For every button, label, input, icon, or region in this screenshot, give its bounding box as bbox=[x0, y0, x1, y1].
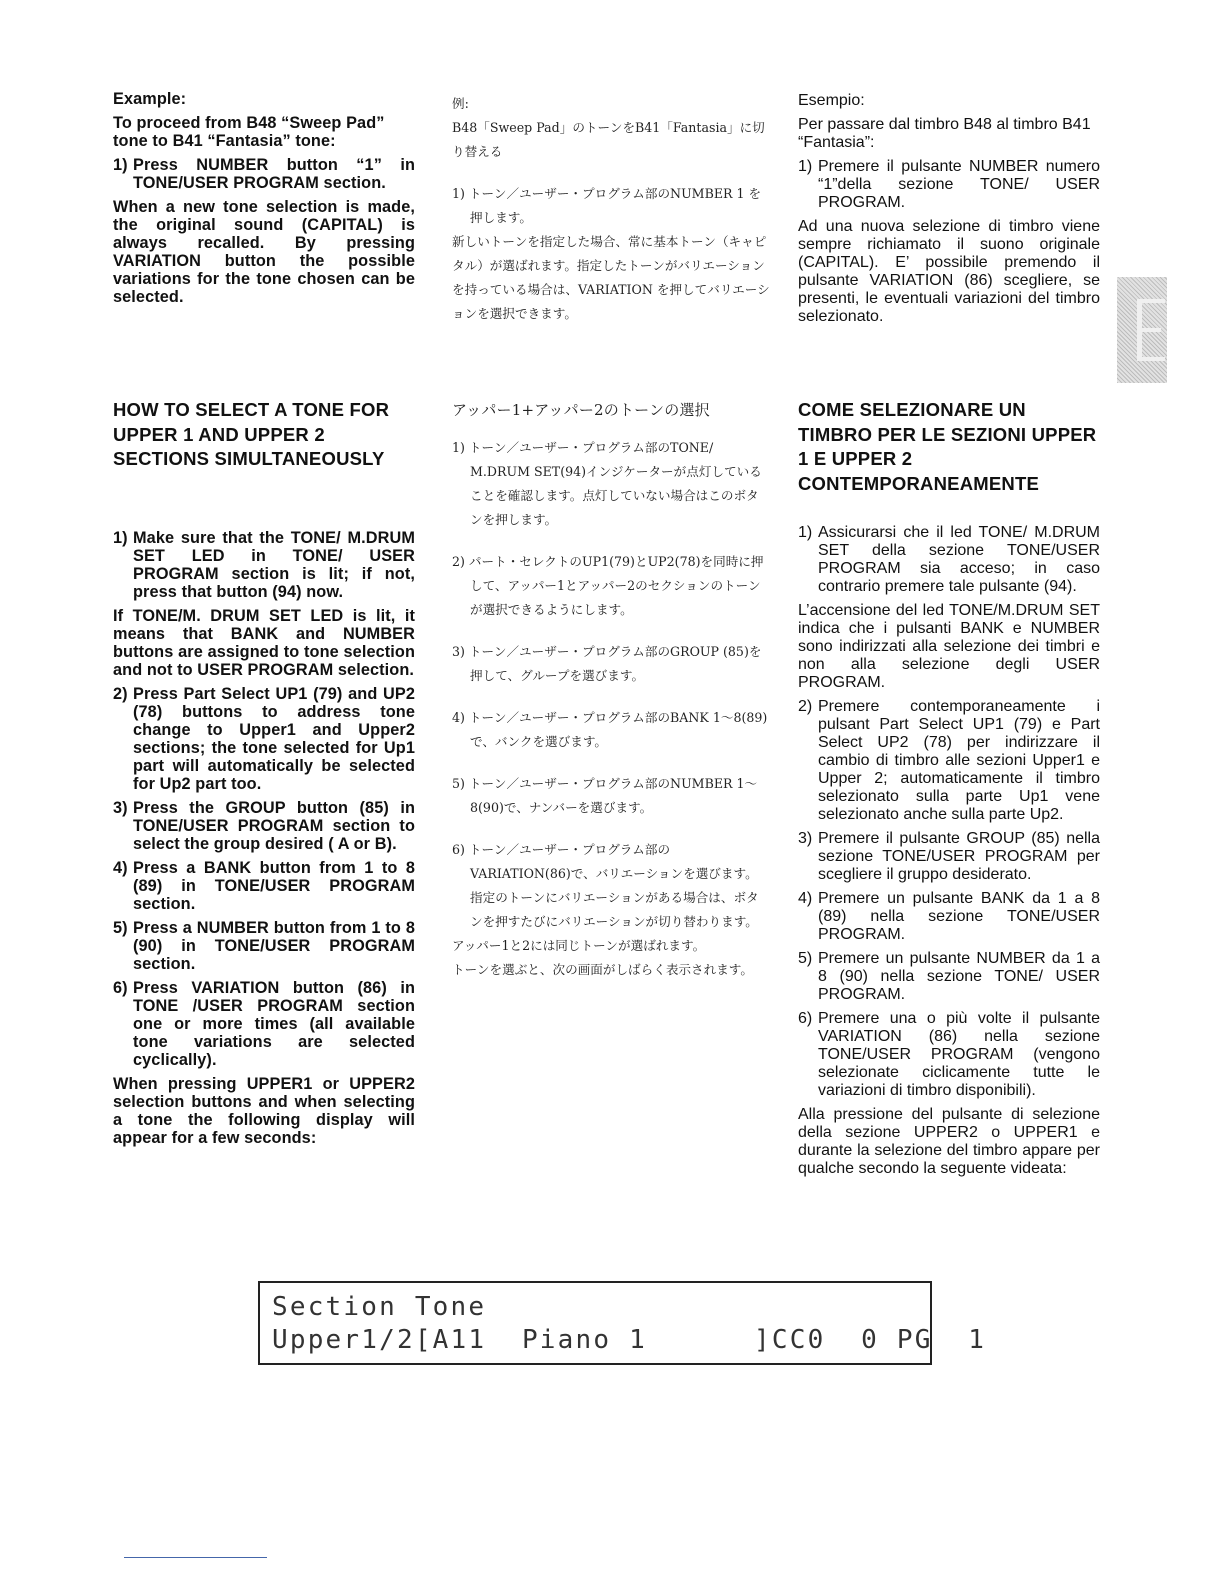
language-tab-e-icon bbox=[1117, 277, 1167, 383]
step-3-it: 3) Premere il pulsante GROUP (85) nella sezione TONE/USER PROGRAM per scegliere il gruppo desiderato. bbox=[798, 830, 1100, 883]
step-6-ja: 6) トーン／ユーザー・プログラム部の VARIATION(86)で、バリエーションを選びます。指定のトーンにバリエーションがある場合は、ボタンを押すたびにバリエーションが切り替わります。 bbox=[452, 842, 759, 929]
section-heading-it: COME SELEZIONARE UN TIMBRO PER LE SEZIONI UPPER 1 E UPPER 2 CONTEMPORANEAMENTE bbox=[798, 399, 1097, 494]
example-note: When a new tone selection is made, the original sound (CAPITAL) is always recalled. By pressing VARIATION button the possible variations for the tone chosen can be selected. bbox=[113, 198, 415, 306]
closing-ja-2: トーンを選ぶと、次の画面がしばらく表示されます。 bbox=[452, 962, 753, 977]
step-1: 1) Make sure that the TONE/ M.DRUM SET LED in TONE/ USER PROGRAM section is lit; if not, press that button (94) now. bbox=[113, 528, 415, 601]
step-4-ja: 4) トーン／ユーザー・プログラム部のBANK 1～8(89)で、バンクを選びます。 bbox=[452, 710, 768, 749]
step-3-ja: 3) トーン／ユーザー・プログラム部のGROUP (85)を押して、グループを選びます。 bbox=[452, 644, 762, 683]
step-1-ja: 1) トーン／ユーザー・プログラム部のTONE/ M.DRUM SET(94)インジケーターが点灯していることを確認します。点灯していない場合はこのボタンを押します。 bbox=[452, 440, 762, 527]
step-1-note-it: L’accensione del led TONE/M.DRUM SET indica che i pulsanti BANK e NUMBER sono indirizzati alla selezione dei timbri e non alla selezione degli USER PROGRAM. bbox=[798, 602, 1100, 691]
italian-column bbox=[798, 92, 1100, 326]
step-5-ja: 5) トーン／ユーザー・プログラム部のNUMBER 1～8(90)で、ナンバーを選びます。 bbox=[452, 776, 758, 815]
step-3: 3) Press the GROUP button (85) in TONE/USER PROGRAM section to select the group desired ( A or B). bbox=[113, 798, 415, 853]
example-step: 1) Press NUMBER button “1” in TONE/USER PROGRAM section. bbox=[113, 156, 415, 192]
japanese-section bbox=[452, 398, 770, 982]
closing-note-it: Alla pressione del pulsante di selezione della sezione UPPER2 o UPPER1 e durante la selezione del timbro appare per qualche secondo la seguente videata: bbox=[798, 1106, 1100, 1177]
step-4: 4) Press a BANK button from 1 to 8 (89) in TONE/USER PROGRAM section. bbox=[113, 858, 415, 913]
example-note-it: Ad una nuova selezione di timbro viene sempre richiamato il suono originale (CAPITAL). E’ possibile premendo il pulsante VARIATION (86) scegliere, se presenti, le eventuali variazioni del timbro selezionato. bbox=[798, 218, 1100, 325]
section-heading: HOW TO SELECT A TONE FOR UPPER 1 AND UPPER 2 SECTIONS SIMULTANEOUSLY bbox=[113, 399, 390, 469]
lcd-line-2: Upper1/2[A11 Piano 1 ]CC0 0 PG 1 bbox=[272, 1325, 987, 1355]
example-step-it: 1) Premere il pulsante NUMBER numero “1”della sezione TONE/ USER PROGRAM. bbox=[798, 158, 1100, 211]
step-5: 5) Press a NUMBER button from 1 to 8 (90) in TONE/USER PROGRAM section. bbox=[113, 918, 415, 973]
step-2: 2) Press Part Select UP1 (79) and UP2 (78) buttons to address tone change to Upper1 and Upper2 sections; the tone selected for Up1 part will automatically be selected for Up2 part too. bbox=[113, 684, 415, 793]
example-intro-ja: B48「Sweep Pad」のトーンをB41「Fantasia」に切り替える bbox=[452, 120, 765, 159]
example-step-ja: 1) トーン／ユーザー・プログラム部のNUMBER 1 を押します。 bbox=[452, 186, 762, 225]
footer-rule bbox=[124, 1557, 267, 1558]
japanese-column bbox=[452, 92, 770, 326]
section-heading-ja: アッパー1+アッパー2のトーンの選択 bbox=[452, 401, 710, 419]
example-label-it: Esempio: bbox=[798, 92, 865, 109]
step-5-it: 5) Premere un pulsante NUMBER da 1 a 8 (90) nella sezione TONE/ USER PROGRAM. bbox=[798, 950, 1100, 1003]
lcd-line-1: Section Tone bbox=[272, 1292, 487, 1322]
italian-section bbox=[798, 398, 1100, 1178]
step-4-it: 4) Premere un pulsante BANK da 1 a 8 (89) nella sezione TONE/USER PROGRAM. bbox=[798, 890, 1100, 943]
step-2-it: 2) Premere contemporaneamente i pulsant Part Select UP1 (79) e Part Select UP2 (78) per indirizzare il cambio di timbro alle sezioni Upper1 e Upper 2; automaticamente il timbro selezionato sulla parte Up1 vene selezionato anche sulla parte Up2. bbox=[798, 698, 1100, 823]
closing-ja-1: アッパー1と2には同じトーンが選ばれます。 bbox=[452, 938, 706, 953]
step-1-it: 1) Assicurarsi che il led TONE/ M.DRUM SET della sezione TONE/USER PROGRAM sia acceso; in caso contrario premere tale pulsante (94). bbox=[798, 524, 1100, 595]
lcd-display bbox=[258, 1281, 987, 1365]
step-6-it: 6) Premere una o più volte il pulsante VARIATION (86) nella sezione TONE/USER PROGRAM (vengono selezionate ciclicamente tutte le variazioni di timbro disponibili). bbox=[798, 1010, 1100, 1099]
english-section bbox=[113, 398, 415, 1147]
closing-note: When pressing UPPER1 or UPPER2 selection buttons and when selecting a tone the following display will appear for a few seconds: bbox=[113, 1074, 415, 1147]
step-1-note: If TONE/M. DRUM SET LED is lit, it means that BANK and NUMBER buttons are assigned to tone selection and not to USER PROGRAM selection. bbox=[113, 606, 415, 679]
example-intro-it: Per passare dal timbro B48 al timbro B41 “Fantasia”: bbox=[798, 116, 1091, 151]
example-label-ja: 例: bbox=[452, 96, 469, 111]
example-note-ja: 新しいトーンを指定した場合、常に基本トーン（キャピタル）が選ばれます。指定したトーンがバリエーションを持っている場合は、VARIATION を押してバリエーションを選択できます。 bbox=[452, 234, 770, 321]
english-column bbox=[113, 90, 415, 306]
example-intro: To proceed from B48 “Sweep Pad” tone to B41 “Fantasia” tone: bbox=[113, 114, 385, 150]
step-6: 6) Press VARIATION button (86) in TONE /USER PROGRAM section one or more times (all available tone variations are selected cyclically). bbox=[113, 978, 415, 1069]
step-2-ja: 2) パート・セレクトのUP1(79)とUP2(78)を同時に押して、アッパー1とアッパー2のセクションのトーンが選択できるようにします。 bbox=[452, 554, 764, 617]
example-label: Example: bbox=[113, 90, 187, 108]
